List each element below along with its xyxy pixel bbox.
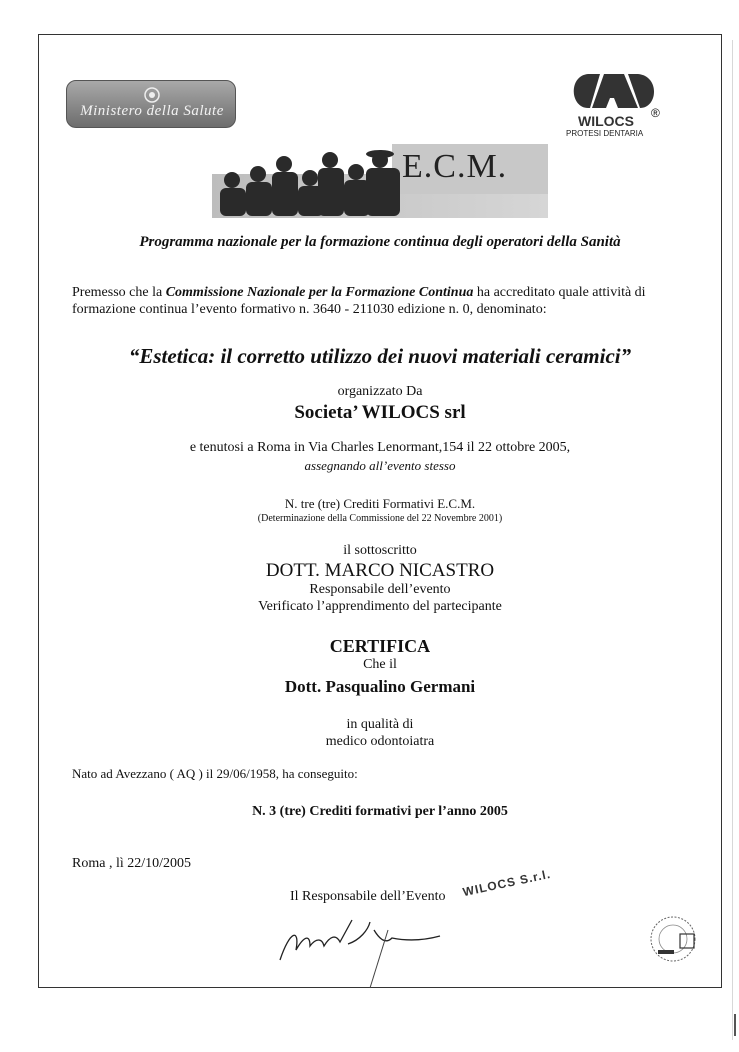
intro-suffix: ha accreditato quale attività di formazione continua l’evento formativo n. 3640 - 211030 edizione n. 0, denominato: xyxy=(72,285,646,317)
wilocs-name: WILOCS xyxy=(578,113,634,129)
ministry-logo xyxy=(66,80,236,128)
capacity-value: medico odontoiatra xyxy=(325,734,435,749)
program-title: Programma nazionale per la formazione continua degli operatori della Sanità xyxy=(139,234,621,250)
credits-result: N. 3 (tre) Crediti formativi per l’anno 2005 xyxy=(252,804,508,819)
responsible-label: Responsabile dell’evento xyxy=(309,582,451,597)
signature-label: Il Responsabile dell’Evento xyxy=(290,889,446,904)
verified-text: Verificato l’apprendimento del partecipante xyxy=(258,599,502,614)
birth-info: Nato ad Avezzano ( AQ ) il 29/06/1958, ha conseguito: xyxy=(72,766,358,781)
commission-name: Commissione Nazionale per la Formazione Continua xyxy=(165,285,474,300)
capacity-label: in qualità di xyxy=(346,717,414,732)
signature-icon xyxy=(270,900,460,990)
event-location: e tenutosi a Roma in Via Charles Lenormant,154 il 22 ottobre 2005, xyxy=(189,440,571,455)
that-label: Che il xyxy=(363,657,397,672)
credits-text: N. tre (tre) Crediti Formativi E.C.M. xyxy=(284,496,476,511)
doctor-name: DOTT. MARCO NICASTRO xyxy=(265,560,495,581)
ministry-name: Ministero della Salute xyxy=(80,103,224,119)
assigning-text: assegnando all’evento stesso xyxy=(304,458,456,473)
wilocs-subtitle: PROTESI DENTARIA xyxy=(566,129,644,138)
place-date: Roma , lì 22/10/2005 xyxy=(72,856,191,871)
organized-label: organizzato Da xyxy=(337,384,423,399)
determination-text: (Determinazione della Commissione del 22 Novembre 2001) xyxy=(257,513,503,524)
participant-name: Dott. Pasqualino Germani xyxy=(284,677,476,696)
scan-edge xyxy=(732,40,733,1040)
company-stamp: WILOCS S.r.l. xyxy=(461,866,553,900)
ecm-title: E.C.M. xyxy=(402,148,508,185)
quality-seal-icon xyxy=(646,912,700,966)
undersigned-label: il sottoscritto xyxy=(343,543,417,558)
event-title: “Estetica: il corretto utilizzo dei nuovi materiali ceramici” xyxy=(128,344,632,368)
organizer-name: Societa’ WILOCS srl xyxy=(294,402,466,423)
registered-mark: ® xyxy=(651,106,660,120)
certifies-heading: CERTIFICA xyxy=(329,636,431,656)
intro-prefix: Premesso che la xyxy=(72,285,166,300)
page-corner-mark xyxy=(734,1014,736,1036)
intro-paragraph xyxy=(72,284,692,318)
